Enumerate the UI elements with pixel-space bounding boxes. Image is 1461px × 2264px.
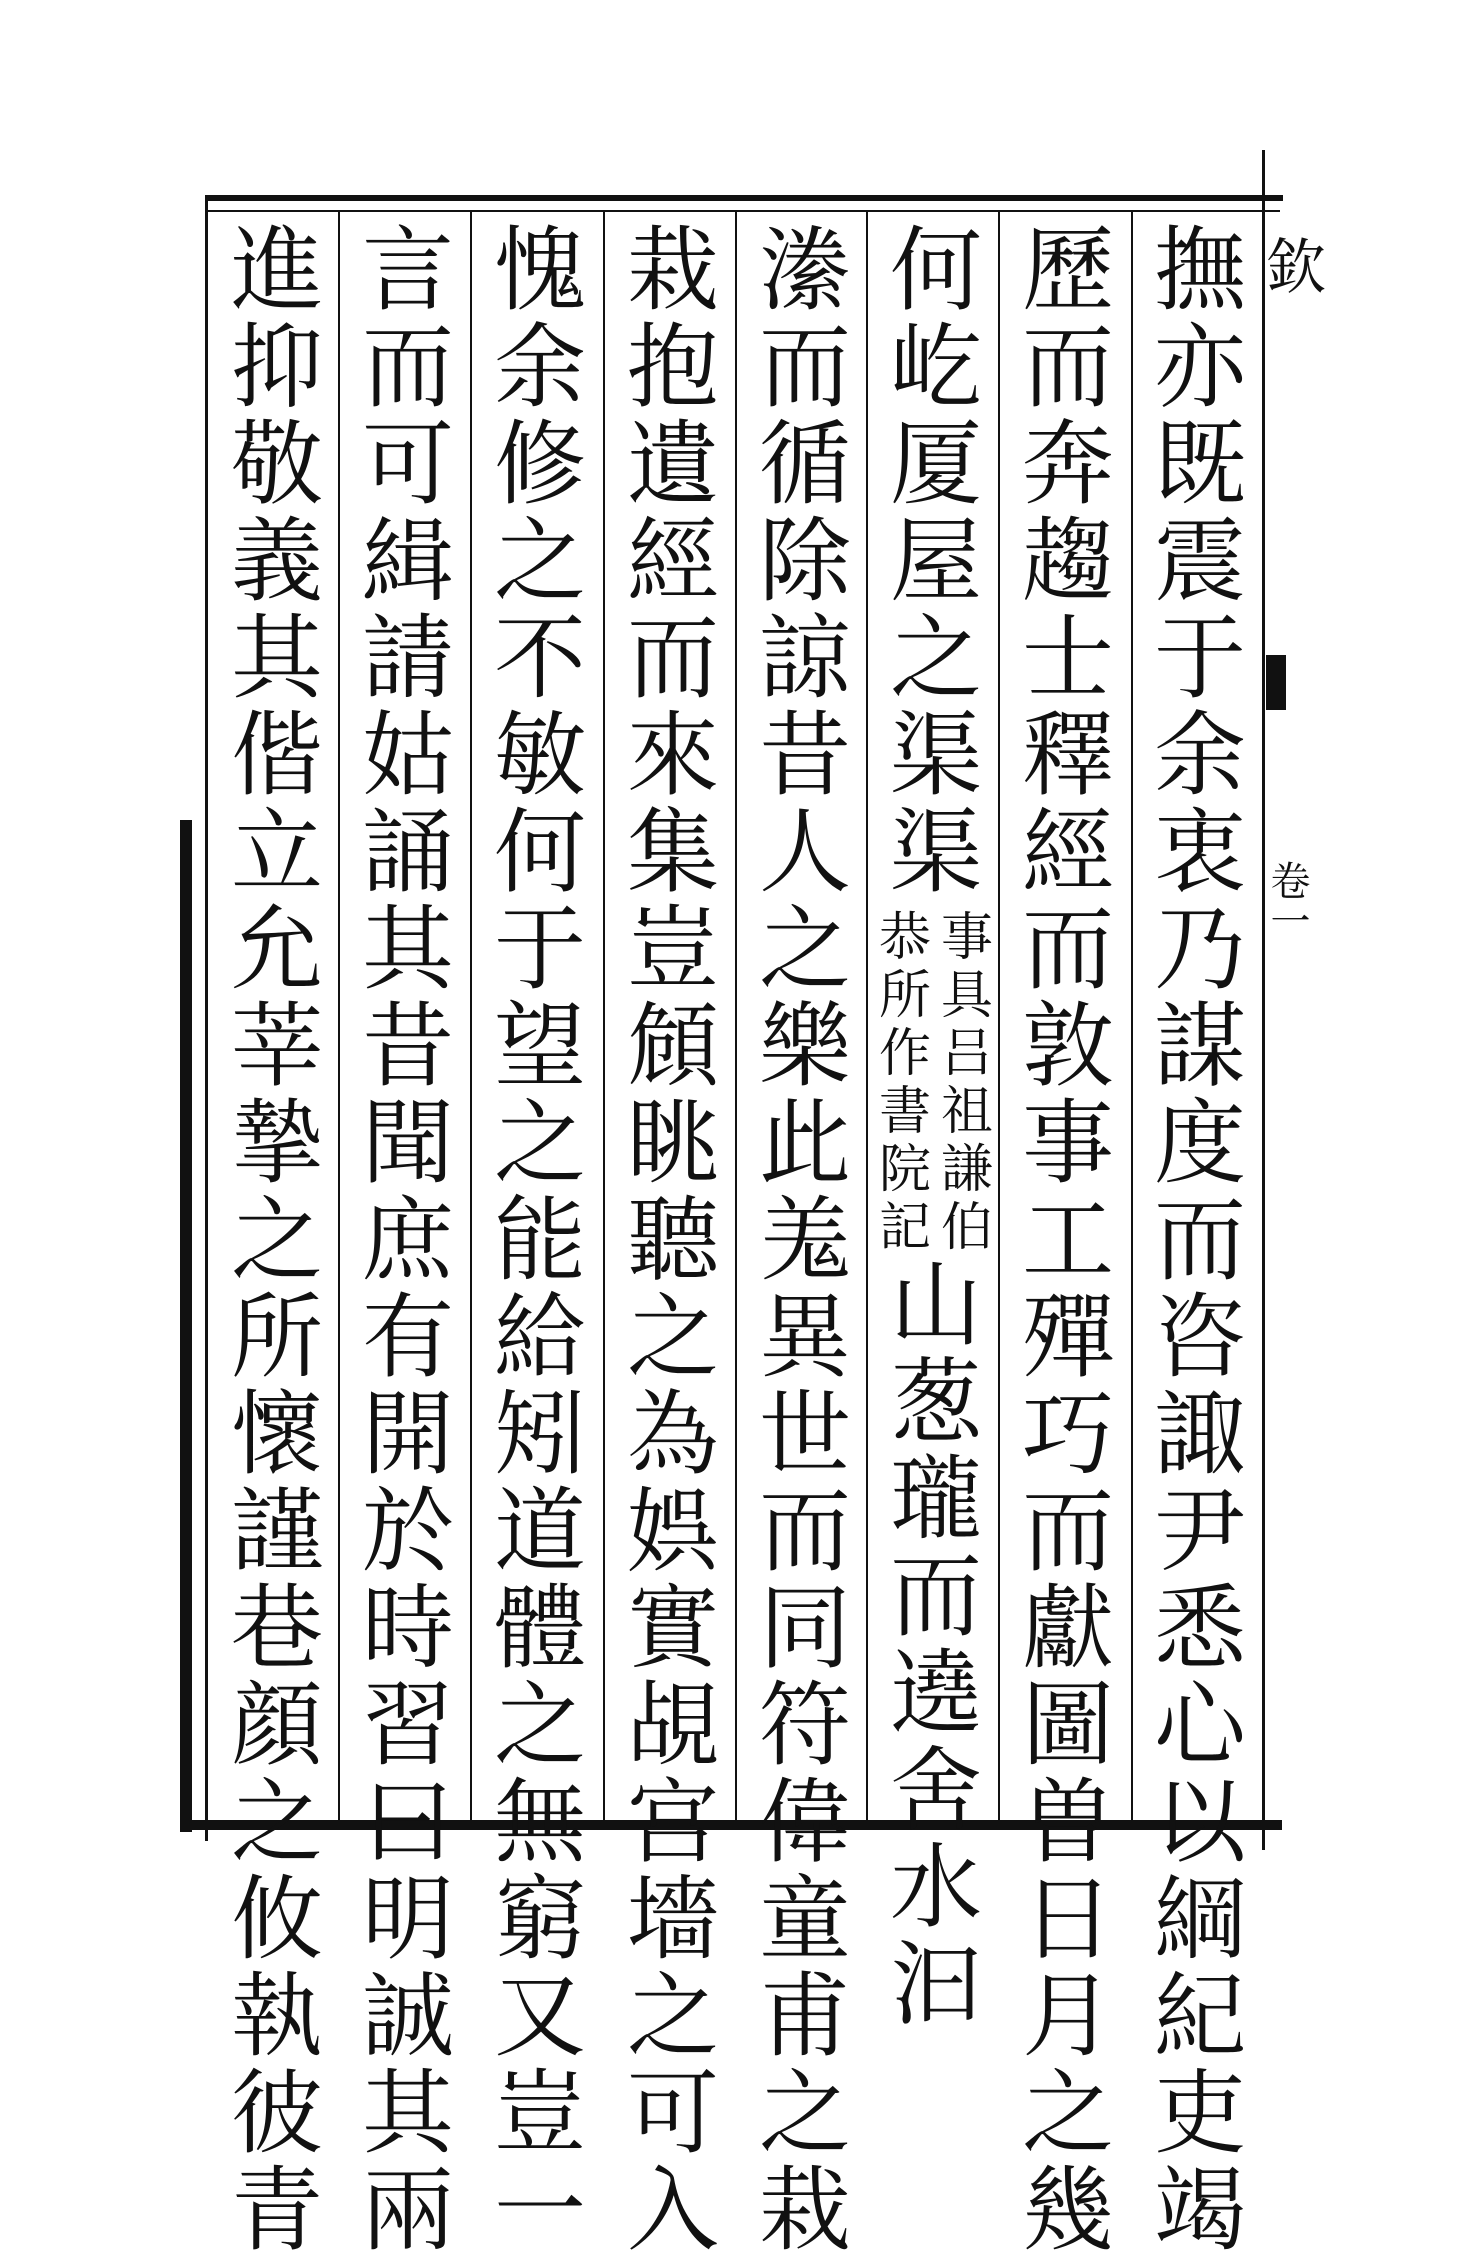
character: 月: [1021, 1963, 1114, 2070]
character: 遶: [889, 1640, 982, 1747]
character: 厦: [889, 411, 982, 518]
character: 而: [1153, 1187, 1246, 1294]
character: 宫: [626, 1769, 719, 1876]
character: 此: [758, 1090, 851, 1197]
character: 集: [626, 799, 719, 906]
character: 工: [1021, 1187, 1114, 1294]
character: 之: [626, 1284, 719, 1391]
character: 而: [361, 314, 454, 421]
note-character: 作: [878, 1024, 931, 1084]
character: 同: [758, 1575, 851, 1682]
column-text: [485, 217, 595, 2264]
character: 能: [493, 1187, 586, 1294]
text-column-3: [871, 217, 1001, 2038]
character: 有: [361, 1284, 454, 1391]
character: 之: [493, 1672, 586, 1779]
character: 符: [758, 1672, 851, 1779]
column-text: [618, 217, 728, 2264]
character: 不: [493, 605, 586, 712]
character: 青: [230, 2157, 323, 2264]
character: 明: [361, 1866, 454, 1973]
character: 既: [1153, 411, 1246, 518]
text-column-1: [1135, 217, 1265, 2264]
character: 獻: [1021, 1575, 1114, 1682]
character: 所: [230, 1284, 323, 1391]
text-column-5: [608, 217, 738, 2264]
character: 懷: [230, 1381, 323, 1488]
character: 窮: [493, 1866, 586, 1973]
character: 莘: [230, 993, 323, 1100]
margin-top-char: 欽: [1266, 233, 1326, 303]
character: 習: [361, 1672, 454, 1779]
character: 昔: [361, 993, 454, 1100]
character: 世: [758, 1381, 851, 1488]
character: 而: [626, 605, 719, 712]
character: 之: [493, 508, 586, 615]
character: 屋: [889, 508, 982, 615]
margin-fish-tail: [1266, 655, 1286, 710]
character: 巧: [1021, 1381, 1114, 1488]
character: 于: [1153, 605, 1246, 712]
character: 誠: [361, 1963, 454, 2070]
character: 之: [493, 1090, 586, 1197]
character: 汩: [889, 1931, 982, 2038]
character: 頠: [626, 993, 719, 1100]
character: 之: [1021, 2060, 1114, 2167]
annotation-note: [877, 909, 995, 1257]
character: 余: [493, 314, 586, 421]
character: 抑: [230, 314, 323, 421]
character: 衷: [1153, 799, 1246, 906]
character: 諒: [758, 605, 851, 712]
annotation-note-left: [877, 909, 933, 1257]
character: 撫: [1153, 217, 1246, 324]
character: 其: [230, 605, 323, 712]
character: 循: [758, 411, 851, 518]
character: 之: [230, 1187, 323, 1294]
character: 體: [493, 1575, 586, 1682]
frame-left-rule: [180, 820, 192, 1832]
character: 偉: [758, 1769, 851, 1876]
column-text: [1145, 217, 1255, 2264]
character: 何: [493, 799, 586, 906]
character: 給: [493, 1284, 586, 1391]
character: 姑: [361, 702, 454, 809]
margin-rule: [1262, 150, 1265, 1850]
text-column-7: [343, 217, 473, 2264]
character: 咨: [1153, 1284, 1246, 1391]
character: 經: [626, 508, 719, 615]
character: 亦: [1153, 314, 1246, 421]
character: 諏: [1153, 1381, 1246, 1488]
note-character: 具: [940, 966, 993, 1026]
character: 請: [361, 605, 454, 712]
character: 豈: [626, 896, 719, 1003]
character: 攸: [230, 1866, 323, 1973]
character: 入: [626, 2157, 719, 2264]
text-column-6: [475, 217, 605, 2264]
note-character: 事: [940, 908, 993, 968]
note-character: 伯: [940, 1198, 993, 1258]
character: 山: [889, 1252, 982, 1359]
character: 矧: [493, 1381, 586, 1488]
text-column-4: [740, 217, 870, 2264]
character: 執: [230, 1963, 323, 2070]
character: 圖: [1021, 1672, 1114, 1779]
character: 渠: [889, 799, 982, 906]
character: 而: [758, 314, 851, 421]
character: 趨: [1021, 508, 1114, 615]
character: 度: [1153, 1090, 1246, 1197]
character: 異: [758, 1284, 851, 1391]
character: 愧: [493, 217, 586, 324]
character: 吏: [1153, 2060, 1246, 2167]
character: 樂: [758, 993, 851, 1100]
character: 曰: [361, 1769, 454, 1876]
character: 尹: [1153, 1478, 1246, 1585]
character: 經: [1021, 799, 1114, 906]
character: 敏: [493, 702, 586, 809]
character: 奔: [1021, 411, 1114, 518]
column-text-after-note: [881, 1252, 991, 2038]
character: 事: [1021, 1090, 1114, 1197]
character: 栽: [626, 217, 719, 324]
character: 之: [889, 605, 982, 712]
character: 娯: [626, 1478, 719, 1585]
character: 之: [758, 896, 851, 1003]
character: 人: [758, 799, 851, 906]
character: 屹: [889, 314, 982, 421]
text-column-2: [1003, 217, 1133, 2264]
character: 而: [1021, 314, 1114, 421]
character: 紀: [1153, 1963, 1246, 2070]
character: 聞: [361, 1090, 454, 1197]
character: 於: [361, 1478, 454, 1585]
character: 彼: [230, 2060, 323, 2167]
character: 葱: [889, 1349, 982, 1456]
character: 而: [889, 1543, 982, 1650]
character: 眺: [626, 1090, 719, 1197]
character: 為: [626, 1381, 719, 1488]
character: 而: [1021, 896, 1114, 1003]
note-character: 書: [878, 1082, 931, 1142]
character: 其: [361, 2060, 454, 2167]
character: 緝: [361, 508, 454, 615]
character: 聽: [626, 1187, 719, 1294]
character: 庶: [361, 1187, 454, 1294]
character: 顔: [230, 1672, 323, 1779]
character: 綱: [1153, 1866, 1246, 1973]
note-character: 謙: [940, 1140, 993, 1200]
note-character: 記: [878, 1198, 931, 1258]
character: 摯: [230, 1090, 323, 1197]
character: 又: [493, 1963, 586, 2070]
character: 栽: [758, 2157, 851, 2264]
column-text: [353, 217, 463, 2264]
character: 義: [230, 508, 323, 615]
character: 士: [1021, 605, 1114, 712]
character: 舍: [889, 1737, 982, 1844]
character: 而: [758, 1478, 851, 1585]
character: 潫: [758, 217, 851, 324]
character: 望: [493, 993, 586, 1100]
character: 允: [230, 896, 323, 1003]
character: 敬: [230, 411, 323, 518]
character: 除: [758, 508, 851, 615]
character: 而: [1021, 1478, 1114, 1585]
text-column-8: [212, 217, 342, 2264]
character: 昔: [758, 702, 851, 809]
frame-top-rule: [205, 210, 1280, 212]
character: 抱: [626, 314, 719, 421]
character: 釋: [1021, 702, 1114, 809]
character: 偕: [230, 702, 323, 809]
character: 羗: [758, 1187, 851, 1294]
note-character: 所: [878, 966, 931, 1026]
margin-juan-label: 卷一: [1264, 860, 1310, 940]
character: 實: [626, 1575, 719, 1682]
character: 道: [493, 1478, 586, 1585]
character: 震: [1153, 508, 1246, 615]
character: 歷: [1021, 217, 1114, 324]
note-character: 院: [878, 1140, 931, 1200]
character: 敦: [1021, 993, 1114, 1100]
character: 時: [361, 1575, 454, 1682]
note-character: 祖: [940, 1082, 993, 1142]
character: 于: [493, 896, 586, 1003]
character: 無: [493, 1769, 586, 1876]
character: 余: [1153, 702, 1246, 809]
character: 日: [1021, 1866, 1114, 1973]
character: 何: [889, 217, 982, 324]
character: 曽: [1021, 1769, 1114, 1876]
character: 兩: [361, 2157, 454, 2264]
character: 謹: [230, 1478, 323, 1585]
character: 之: [758, 2060, 851, 2167]
character: 乃: [1153, 896, 1246, 1003]
column-text: [881, 217, 991, 906]
character: 進: [230, 217, 323, 324]
character: 修: [493, 411, 586, 518]
character: 謀: [1153, 993, 1246, 1100]
character: 一: [493, 2157, 586, 2264]
character: 童: [758, 1866, 851, 1973]
character: 可: [626, 2060, 719, 2167]
character: 悉: [1153, 1575, 1246, 1682]
character: 開: [361, 1381, 454, 1488]
character: 甫: [758, 1963, 851, 2070]
character: 以: [1153, 1769, 1246, 1876]
character: 之: [626, 1963, 719, 2070]
character: 幾: [1021, 2157, 1114, 2264]
character: 渠: [889, 702, 982, 809]
character: 瓏: [889, 1446, 982, 1553]
character: 殫: [1021, 1284, 1114, 1391]
character: 水: [889, 1834, 982, 1941]
character: 遺: [626, 411, 719, 518]
note-character: 吕: [940, 1024, 993, 1084]
annotation-note-right: [939, 909, 995, 1257]
character: 之: [230, 1769, 323, 1876]
column-text: [222, 217, 332, 2264]
column-text: [750, 217, 860, 2264]
character: 其: [361, 896, 454, 1003]
character: 竭: [1153, 2157, 1246, 2264]
character: 來: [626, 702, 719, 809]
column-text: [1013, 217, 1123, 2264]
character: 誦: [361, 799, 454, 906]
character: 墻: [626, 1866, 719, 1973]
character: 可: [361, 411, 454, 518]
character: 豈: [493, 2060, 586, 2167]
character: 覘: [626, 1672, 719, 1779]
character: 立: [230, 799, 323, 906]
character: 巷: [230, 1575, 323, 1682]
note-character: 恭: [878, 908, 931, 968]
character: 心: [1153, 1672, 1246, 1779]
character: 言: [361, 217, 454, 324]
